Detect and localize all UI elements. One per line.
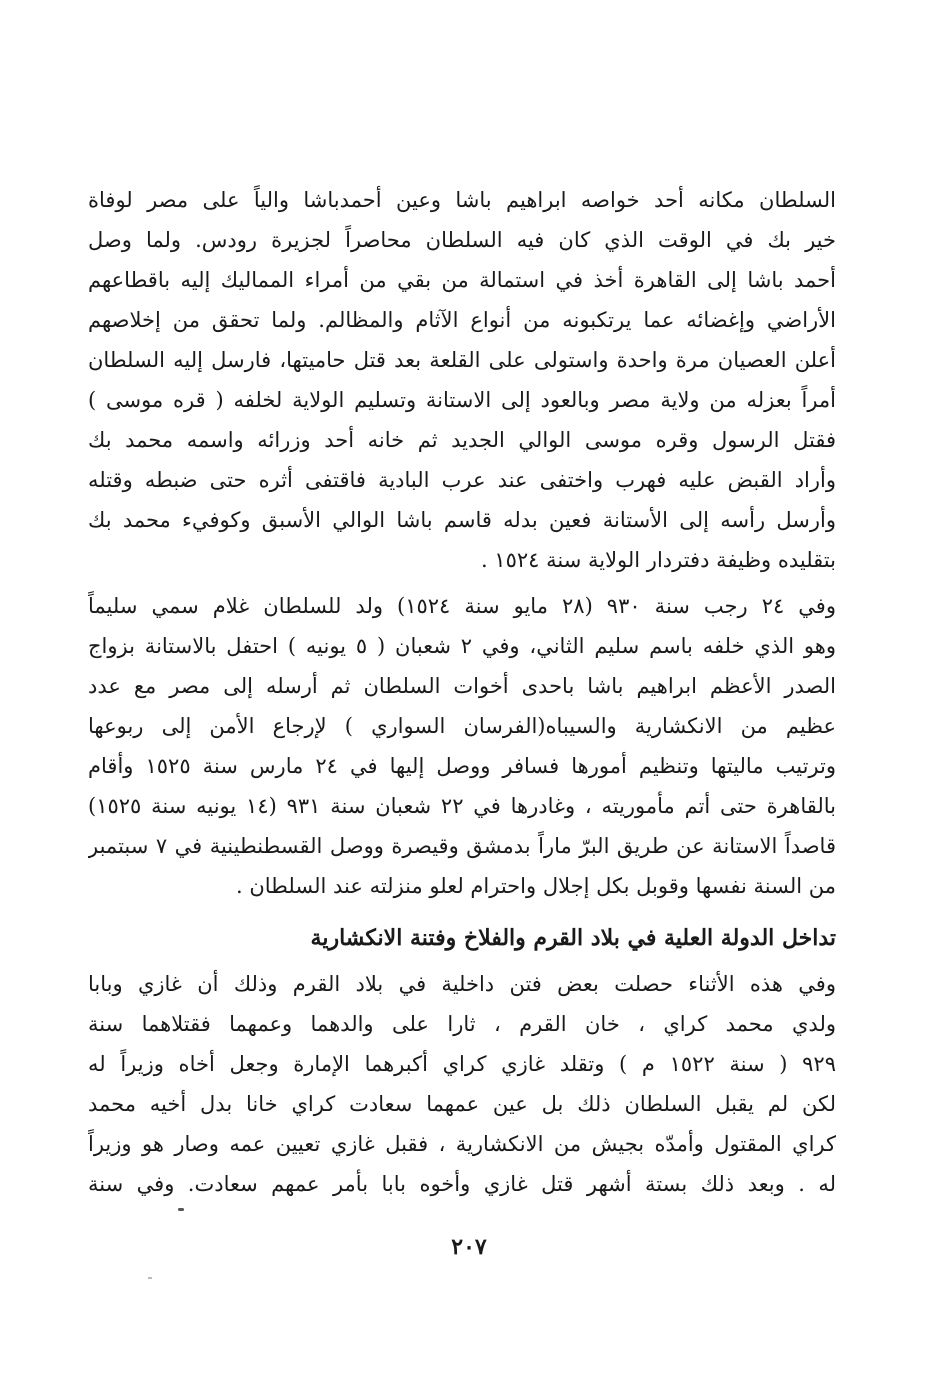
text-line: وفي هذه الأثناء حصلت بعض فتن داخلية في بلاد القرم وذلك أن غازي وبابا [88,972,836,996]
page-number: ٢٠٧ [451,1234,487,1260]
margin-speck [148,1277,152,1279]
text-line: له . وبعد ذلك بستة أشهر قتل غازي وأخوه بابا بأمر عمهم سعادت. وفي سنة [88,1172,836,1196]
text-line: خير بك في الوقت الذي كان فيه السلطان محاصراً لجزيرة رودس. ولما وصل [88,228,836,252]
text-line: وفي ٢٤ رجب سنة ٩٣٠ (٢٨ مايو سنة ١٥٢٤) ولد للسلطان غلام سمي سليماً [88,594,836,618]
text-line: أحمد باشا إلى القاهرة أخذ في استمالة من بقي من أمراء المماليك إليه باقطاعهم [88,268,836,292]
text-line: قاصداً الاستانة عن طريق البرّ ماراً بدمشق وقيصرة ووصل القسطنطينية في ٧ سبتمبر [88,834,836,858]
text-line: أمراً بعزله من ولاية مصر وبالعود إلى الاستانة وتسليم الولاية لخلفه ( قره موسى ) [88,388,836,412]
text-line: بتقليده وظيفة دفتردار الولاية سنة ١٥٢٤ . [480,548,836,572]
text-line: لكن لم يقبل السلطان ذلك بل عين عمهما سعادت كراي خانا بدل أخيه محمد [88,1092,836,1116]
text-line: وترتيب ماليتها وتنظيم أمورها فسافر ووصل إليها في ٢٤ مارس سنة ١٥٢٥ وأقام [88,754,836,778]
text-line: وأراد القبض عليه فهرب واختفى عند عرب البادية فاقتفى أثره حتى ضبطه وقتله [88,468,836,492]
paragraph-2 [88,586,836,906]
paragraph-3 [88,964,836,1204]
text-line: ٩٢٩ ( سنة ١٥٢٢ م ) وتقلد غازي كراي أكبرهما الإمارة وجعل أخاه وزيراً له [88,1052,836,1076]
ink-speck [178,1208,184,1211]
text-line: الأراضي وإغضائه عما يرتكبونه من أنواع الآثام والمظالم. ولما تحقق من إخلاصهم [88,308,836,332]
text-line: وهو الذي خلفه باسم سليم الثاني، وفي ٢ شعبان ( ٥ يونيه ) احتفل بالاستانة بزواج [88,634,836,658]
text-line: فقتل الرسول وقره موسى الوالي الجديد ثم خانه أحد وزرائه واسمه محمد بك [88,428,836,452]
text-line: من السنة نفسها وقوبل بكل إجلال واحترام لعلو منزلته عند السلطان . [236,874,836,898]
text-line: كراي المقتول وأمدّه بجيش من الانكشارية ، فقبل غازي تعيين عمه وصار هو وزيراً [88,1132,836,1156]
text-line: عظيم من الانكشارية والسيباه(الفرسان السواري ) لإرجاع الأمن إلى ربوعها [88,714,836,738]
text-line: الصدر الأعظم ابراهيم باشا باحدى أخوات السلطان ثم أرسله إلى مصر مع عدد [88,674,836,698]
text-line: وأرسل رأسه إلى الأستانة فعين بدله قاسم باشا الوالي الأسبق وكوفيء محمد بك [88,508,836,532]
section-heading: تداخل الدولة العلية في بلاد القرم والفلاخ وفتنة الانكشارية [310,925,836,951]
text-line: أعلن العصيان مرة واحدة واستولى على القلعة بعد قتل حاميتها، فارسل إليه السلطان [88,348,836,372]
paragraph-1 [88,180,836,580]
text-line: ولدي محمد كراي ، خان القرم ، ثارا على والدهما وعمهما فقتلاهما سنة [88,1012,836,1036]
text-line: السلطان مكانه أحد خواصه ابراهيم باشا وعين أحمدباشا والياً على مصر لوفاة [88,188,836,212]
text-line: بالقاهرة حتى أتم مأموريته ، وغادرها في ٢٢ شعبان سنة ٩٣١ (١٤ يونيه سنة ١٥٢٥) [88,794,836,818]
